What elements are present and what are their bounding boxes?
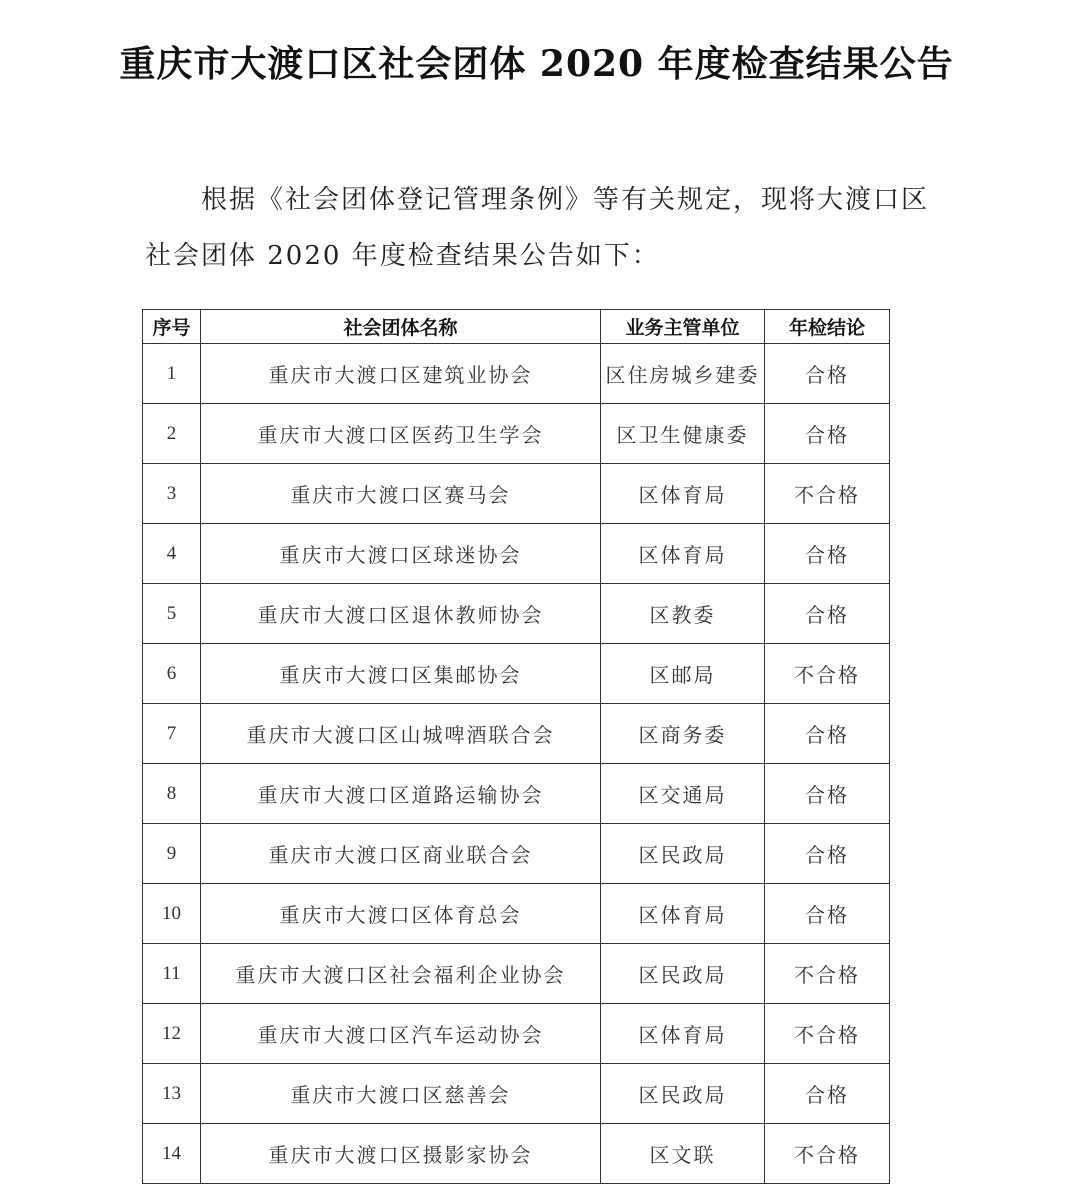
row-org-name: 重庆市大渡口区山城啤酒联合会 xyxy=(201,704,601,764)
table-row xyxy=(143,584,890,644)
row-number: 6 xyxy=(143,644,201,704)
row-result: 合格 xyxy=(765,704,890,764)
row-org-name: 重庆市大渡口区商业联合会 xyxy=(201,824,601,884)
table-row xyxy=(143,404,890,464)
row-supervisor: 区体育局 xyxy=(601,524,765,584)
row-number: 10 xyxy=(143,884,201,944)
row-result: 不合格 xyxy=(765,644,890,704)
row-org-name: 重庆市大渡口区赛马会 xyxy=(201,464,601,524)
table-row xyxy=(143,704,890,764)
row-supervisor: 区民政局 xyxy=(601,824,765,884)
row-result: 合格 xyxy=(765,1064,890,1124)
row-result: 合格 xyxy=(765,764,890,824)
row-number: 12 xyxy=(143,1004,201,1064)
row-org-name: 重庆市大渡口区体育总会 xyxy=(201,884,601,944)
table-row xyxy=(143,764,890,824)
row-org-name: 重庆市大渡口区慈善会 xyxy=(201,1064,601,1124)
table-row xyxy=(143,824,890,884)
row-supervisor: 区文联 xyxy=(601,1124,765,1184)
table-row xyxy=(143,524,890,584)
row-org-name: 重庆市大渡口区摄影家协会 xyxy=(201,1124,601,1184)
row-result: 合格 xyxy=(765,884,890,944)
row-supervisor: 区住房城乡建委 xyxy=(601,344,765,404)
row-supervisor: 区交通局 xyxy=(601,764,765,824)
row-supervisor: 区教委 xyxy=(601,584,765,644)
row-supervisor: 区体育局 xyxy=(601,464,765,524)
row-supervisor: 区邮局 xyxy=(601,644,765,704)
row-number: 5 xyxy=(143,584,201,644)
header-org-name: 社会团体名称 xyxy=(201,310,601,344)
row-result: 合格 xyxy=(765,524,890,584)
table-row xyxy=(143,1004,890,1064)
header-supervisor: 业务主管单位 xyxy=(601,310,765,344)
row-result: 合格 xyxy=(765,584,890,644)
row-supervisor: 区体育局 xyxy=(601,884,765,944)
row-org-name: 重庆市大渡口区社会福利企业协会 xyxy=(201,944,601,1004)
results-table xyxy=(142,309,890,1184)
row-number: 2 xyxy=(143,404,201,464)
table-row xyxy=(143,884,890,944)
row-result: 不合格 xyxy=(765,464,890,524)
row-number: 14 xyxy=(143,1124,201,1184)
row-supervisor: 区体育局 xyxy=(601,1004,765,1064)
row-number: 8 xyxy=(143,764,201,824)
row-result: 不合格 xyxy=(765,1004,890,1064)
row-result: 合格 xyxy=(765,824,890,884)
row-org-name: 重庆市大渡口区医药卫生学会 xyxy=(201,404,601,464)
row-result: 不合格 xyxy=(765,944,890,1004)
row-org-name: 重庆市大渡口区退休教师协会 xyxy=(201,584,601,644)
row-supervisor: 区民政局 xyxy=(601,944,765,1004)
intro-paragraph: 根据《社会团体登记管理条例》等有关规定，现将大渡口区社会团体 2020 年度检查结果公告如下： xyxy=(145,185,930,271)
row-number: 11 xyxy=(143,944,201,1004)
table-row xyxy=(143,1064,890,1124)
table-row xyxy=(143,464,890,524)
row-supervisor: 区商务委 xyxy=(601,704,765,764)
row-supervisor: 区卫生健康委 xyxy=(601,404,765,464)
row-org-name: 重庆市大渡口区球迷协会 xyxy=(201,524,601,584)
header-number: 序号 xyxy=(143,310,201,344)
table-row xyxy=(143,344,890,404)
row-org-name: 重庆市大渡口区建筑业协会 xyxy=(201,344,601,404)
page-title: 重庆市大渡口区社会团体 2020 年度检查结果公告 xyxy=(119,43,954,85)
row-org-name: 重庆市大渡口区汽车运动协会 xyxy=(201,1004,601,1064)
row-org-name: 重庆市大渡口区集邮协会 xyxy=(201,644,601,704)
row-number: 3 xyxy=(143,464,201,524)
row-number: 7 xyxy=(143,704,201,764)
row-result: 合格 xyxy=(765,344,890,404)
row-result: 合格 xyxy=(765,404,890,464)
row-number: 13 xyxy=(143,1064,201,1124)
table-row xyxy=(143,1124,890,1184)
row-org-name: 重庆市大渡口区道路运输协会 xyxy=(201,764,601,824)
row-number: 4 xyxy=(143,524,201,584)
row-result: 不合格 xyxy=(765,1124,890,1184)
table-row xyxy=(143,944,890,1004)
header-result: 年检结论 xyxy=(765,310,890,344)
table-row xyxy=(143,644,890,704)
row-supervisor: 区民政局 xyxy=(601,1064,765,1124)
row-number: 9 xyxy=(143,824,201,884)
table-header-row xyxy=(143,310,890,344)
row-number: 1 xyxy=(143,344,201,404)
